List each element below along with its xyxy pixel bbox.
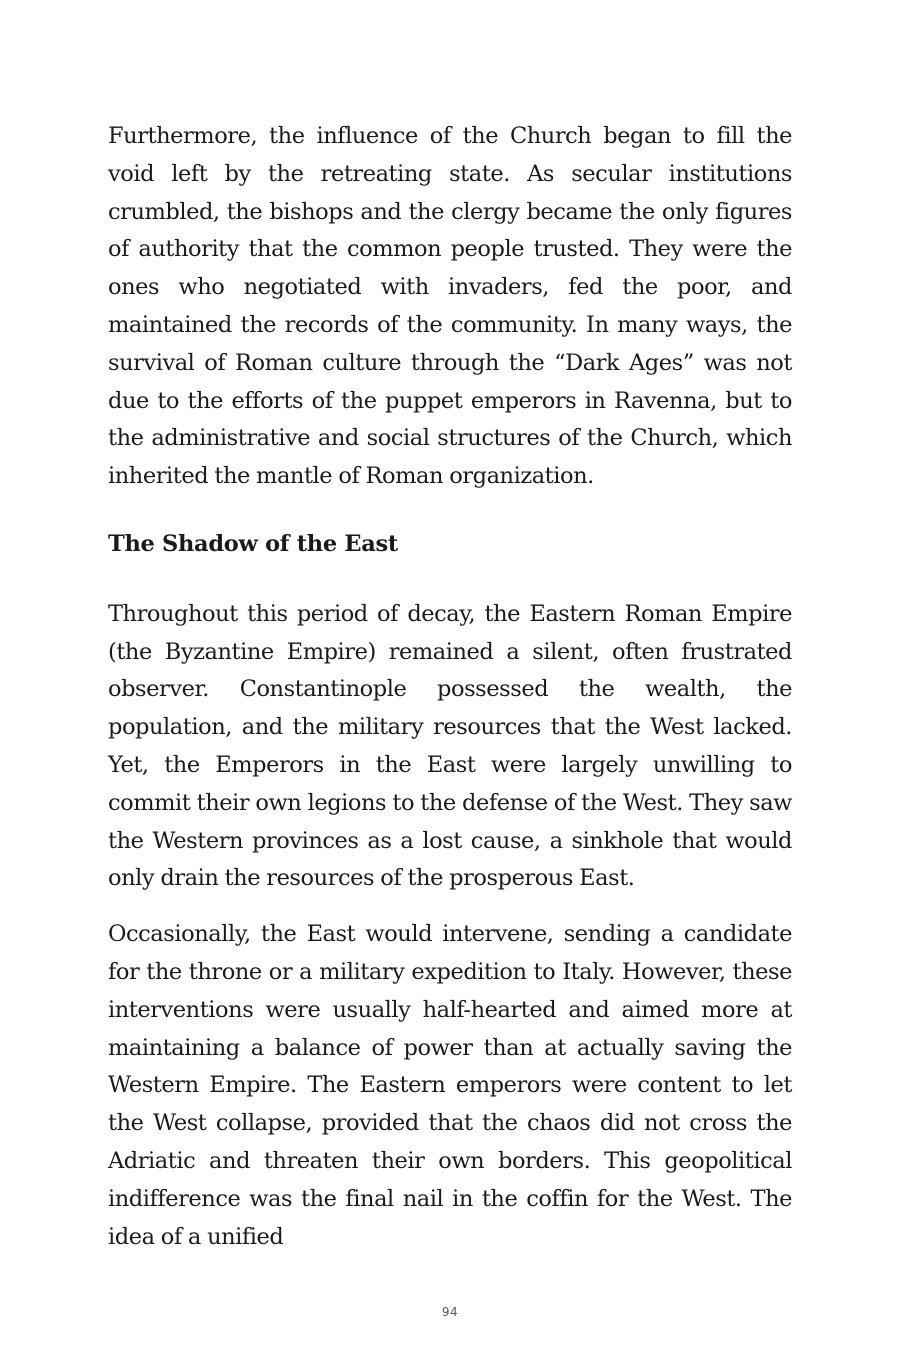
body-paragraph: Occasionally, the East would intervene, sending a candidate for the throne or a military expedition to Italy. However, these interventions were usually half-hearted and aimed more at maintaining a balance of power than at actually saving the Western Empire. The Eastern emperors were content to let the West collapse, provided that the chaos did not cross the Adriatic and threaten their own borders. This geopolitical indifference was the final nail in the coffin for the West. The idea of a unified <box>108 921 792 1250</box>
page-number: 94 <box>441 1305 459 1319</box>
body-paragraph: Furthermore, the influence of the Church began to fill the void left by the retreating state. As secular institutions crumbled, the bishops and the clergy became the only figures of authority that the common people trusted. They were the ones who negotiated with invaders, fed the poor, and maintained the records of the community. In many ways, the survival of Roman culture through the “Dark Ages” was not due to the efforts of the puppet emperors in Ravenna, but to the administrative and social structures of the Church, which inherited the mantle of Roman organization. <box>108 123 792 490</box>
body-paragraph: Throughout this period of decay, the Eastern Roman Empire (the Byzantine Empire) remained a silent, often frustrated observer. Constantinople possessed the wealth, the population, and the military resources that the West lacked. Yet, the Emperors in the East were largely unwilling to commit their own legions to the defense of the West. They saw the Western provinces as a lost cause, a sinkhole that would only drain the resources of the prosperous East. <box>108 600 792 892</box>
section-heading: The Shadow of the East <box>108 530 398 557</box>
page-body <box>108 118 792 1256</box>
